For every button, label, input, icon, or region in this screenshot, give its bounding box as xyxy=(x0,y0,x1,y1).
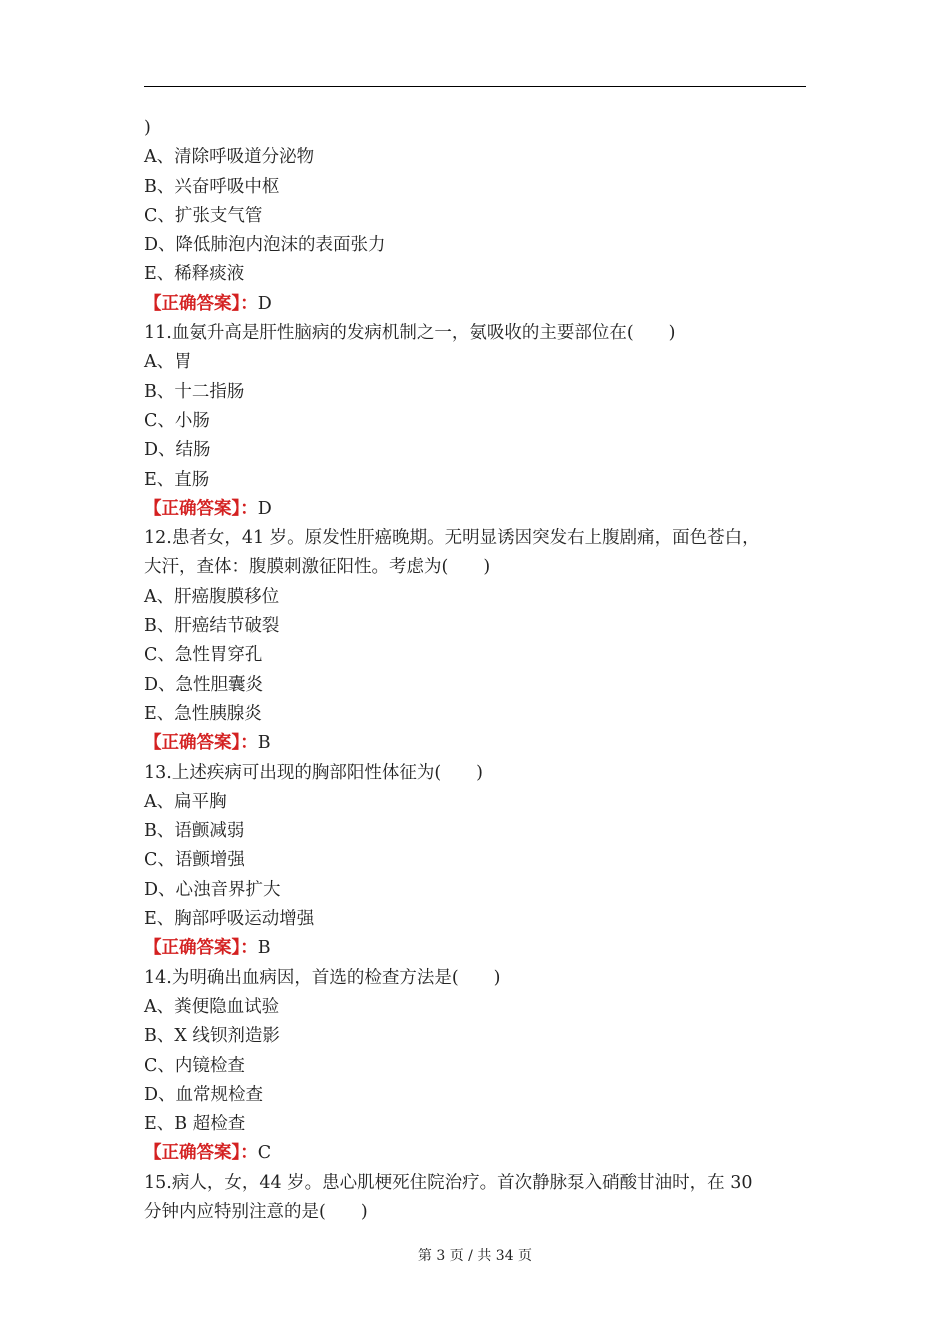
question-14-stem: 14.为明确出血病因，首选的检查方法是( ) xyxy=(144,967,501,988)
question-12-stem-line1: 12.患者女，41 岁。原发性肝癌晚期。无明显诱因突发右上腹剧痛，面色苍白， xyxy=(144,528,760,549)
option-d: D、结肠 xyxy=(144,440,211,461)
option-e: E、B 超检查 xyxy=(144,1114,246,1135)
option-b: B、十二指肠 xyxy=(144,381,245,402)
answer-label: 【正确答案】： xyxy=(144,733,258,754)
question-10-stem-tail: ) xyxy=(144,118,151,138)
option-a: A、胃 xyxy=(144,352,192,373)
page-number: 第 3 页 / 共 34 页 xyxy=(417,1248,533,1264)
option-d: D、降低肺泡内泡沫的表面张力 xyxy=(144,235,386,256)
question-12-stem-line2: 大汗，查体：腹膜刺激征阳性。考虑为( ) xyxy=(144,557,491,578)
option-c: C、急性胃穿孔 xyxy=(144,645,263,666)
answer-line xyxy=(144,290,808,319)
option-b: B、语颤减弱 xyxy=(144,821,245,842)
question-15-stem-line1: 15.病人，女，44 岁。患心肌梗死住院治疗。首次静脉泵入硝酸甘油时，在 30 xyxy=(144,1172,753,1193)
page-content xyxy=(144,114,808,1227)
option-a: A、肝癌腹膜移位 xyxy=(144,586,280,607)
option-c: C、语颤增强 xyxy=(144,850,245,871)
answer-line xyxy=(144,1139,808,1168)
answer-label: 【正确答案】： xyxy=(144,293,258,314)
answer-line xyxy=(144,729,808,758)
option-e: E、急性胰腺炎 xyxy=(144,703,262,724)
answer-label: 【正确答案】： xyxy=(144,498,258,519)
question-13-stem: 13.上述疾病可出现的胸部阳性体征为( ) xyxy=(144,762,483,783)
option-c: C、小肠 xyxy=(144,410,210,431)
answer-line xyxy=(144,934,808,963)
answer-line xyxy=(144,495,808,524)
question-15-stem-line2: 分钟内应特别注意的是( ) xyxy=(144,1201,368,1222)
option-e: E、稀释痰液 xyxy=(144,264,245,285)
option-b: B、兴奋呼吸中枢 xyxy=(144,176,280,197)
option-a: A、清除呼吸道分泌物 xyxy=(144,147,315,168)
option-b: B、肝癌结节破裂 xyxy=(144,616,280,637)
answer-value: B xyxy=(257,938,271,959)
option-e: E、胸部呼吸运动增强 xyxy=(144,909,315,930)
option-d: D、血常规检查 xyxy=(144,1084,264,1105)
option-d: D、急性胆囊炎 xyxy=(144,674,264,695)
option-c: C、内镜检查 xyxy=(144,1055,245,1076)
answer-value: D xyxy=(257,293,272,314)
answer-value: D xyxy=(257,498,272,519)
option-b: B、X 线钡剂造影 xyxy=(144,1026,280,1047)
option-e: E、直肠 xyxy=(144,469,210,490)
header-rule xyxy=(144,86,806,87)
page-footer xyxy=(0,1245,950,1265)
answer-value: B xyxy=(257,733,271,754)
answer-label: 【正确答案】： xyxy=(144,938,258,959)
answer-label: 【正确答案】： xyxy=(144,1143,258,1164)
option-c: C、扩张支气管 xyxy=(144,205,263,226)
option-d: D、心浊音界扩大 xyxy=(144,879,281,900)
option-a: A、扁平胸 xyxy=(144,791,227,812)
answer-value: C xyxy=(257,1143,272,1164)
option-a: A、粪便隐血试验 xyxy=(144,996,280,1017)
question-11-stem: 11.血氨升高是肝性脑病的发病机制之一，氨吸收的主要部位在( ) xyxy=(144,323,676,344)
